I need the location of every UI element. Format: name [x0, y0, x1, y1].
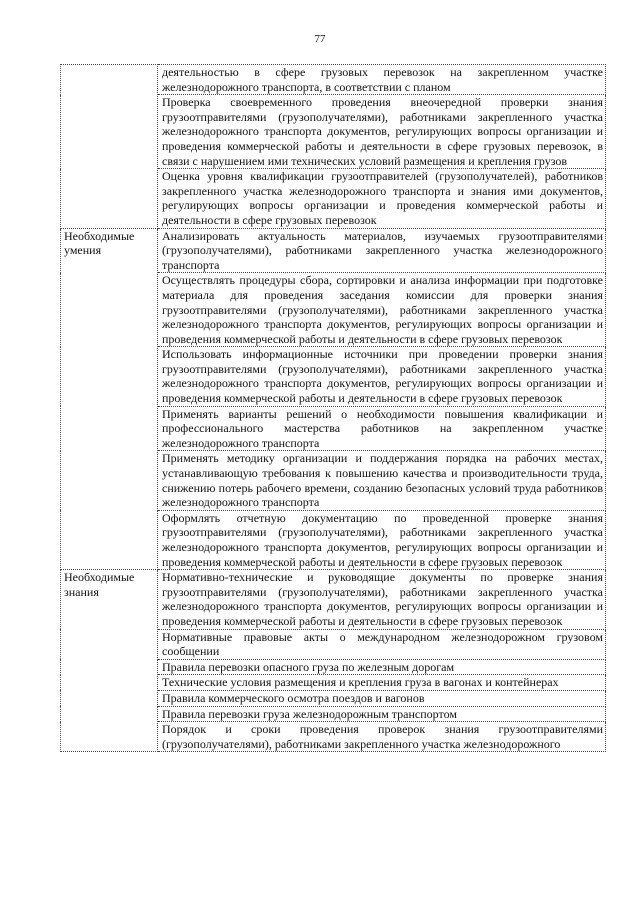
table-row: [61, 570, 606, 629]
table-cell: Применять варианты решений о необходимости повышения квалификации и профессионального мастерства работников на закрепленном участке железнодорожного транспорта: [158, 406, 606, 451]
table-cell: Нормативно-технические и руководящие документы по проверке знания грузоотправителями (грузополучателями), работниками закрепленного участка железнодорожного транспорта документов, регулирующих вопросы организации и проведения коммерческой работы и деятельности в сфере грузовых перевозок: [158, 570, 606, 629]
table-cell: Применять методику организации и поддержания порядка на рабочих местах, устанавливающую требования к повышению качества и производительности труда, снижению потерь рабочего времени, созданию безопасных условий труда работников железнодорожного транспорта: [158, 451, 606, 510]
table-cell: Оценка уровня квалификации грузоотправителей (грузополучателей), работников закрепленного участка железнодорожного транспорта и знания ими документов, регулирующих вопросы организации и проведения коммерческой работы и деятельности в сфере грузовых перевозок: [158, 169, 606, 228]
section-label-skills: Необходимые умения: [61, 228, 158, 570]
table-cell: Технические условия размещения и крепления груза в вагонах и контейнерах: [158, 675, 606, 691]
table-cell: Правила перевозки опасного груза по железным дорогам: [158, 659, 606, 675]
table-cell: Правила коммерческого осмотра поездов и вагонов: [158, 690, 606, 706]
table-cell: Нормативные правовые акты о международном железнодорожном грузовом сообщении: [158, 629, 606, 659]
table-row: [61, 228, 606, 273]
table-cell: Оформлять отчетную документацию по проведенной проверке знания грузоотправителями (грузополучателями), работниками закрепленного участка железнодорожного транспорта документов, регулирующих вопросы организации и проведения коммерческой работы и деятельности в сфере грузовых перевозок: [158, 510, 606, 569]
section-label: [61, 65, 158, 229]
table-row: [61, 65, 606, 95]
table-cell: Порядок и сроки проведения проверок знания грузоотправителями (грузополучателями), работниками закрепленного участка железнодорожного: [158, 722, 606, 752]
table-cell: Проверка своевременного проведения внеочередной проверки знания грузоотправителями (грузополучателями), работниками закрепленного участка железнодорожного транспорта документов, регулирующих вопросы организации и проведения коммерческой работы и деятельности в сфере грузовых перевозок, в связи с нарушением ими технических условий размещения и крепления грузов: [158, 95, 606, 169]
table-cell: Осуществлять процедуры сбора, сортировки и анализа информации при подготовке материала для проведения заседания комиссии для проверки знания грузоотправителями (грузополучателями), работниками закрепленного участка железнодорожного транспорта документов, регулирующих вопросы организации и проведения коммерческой работы и деятельности в сфере грузовых перевозок: [158, 273, 606, 347]
section-label-knowledge: Необходимые знания: [61, 570, 158, 752]
table-cell: деятельностью в сфере грузовых перевозок на закрепленном участке железнодорожного транспорта, в соответствии с планом: [158, 65, 606, 95]
table-cell: Использовать информационные источники при проведении проверки знания грузоотправителями (грузополучателями), работниками закрепленного участка железнодорожного транспорта документов, регулирующих вопросы организации и проведения коммерческой работы и деятельности в сфере грузовых перевозок: [158, 347, 606, 406]
table-cell: Анализировать актуальность материалов, изучаемых грузоотправителями (грузополучателями), работниками закрепленного участка железнодорожного транспорта: [158, 228, 606, 273]
requirements-table: [60, 64, 606, 752]
page-number: 77: [314, 33, 326, 45]
table-cell: Правила перевозки груза железнодорожным транспортом: [158, 706, 606, 722]
